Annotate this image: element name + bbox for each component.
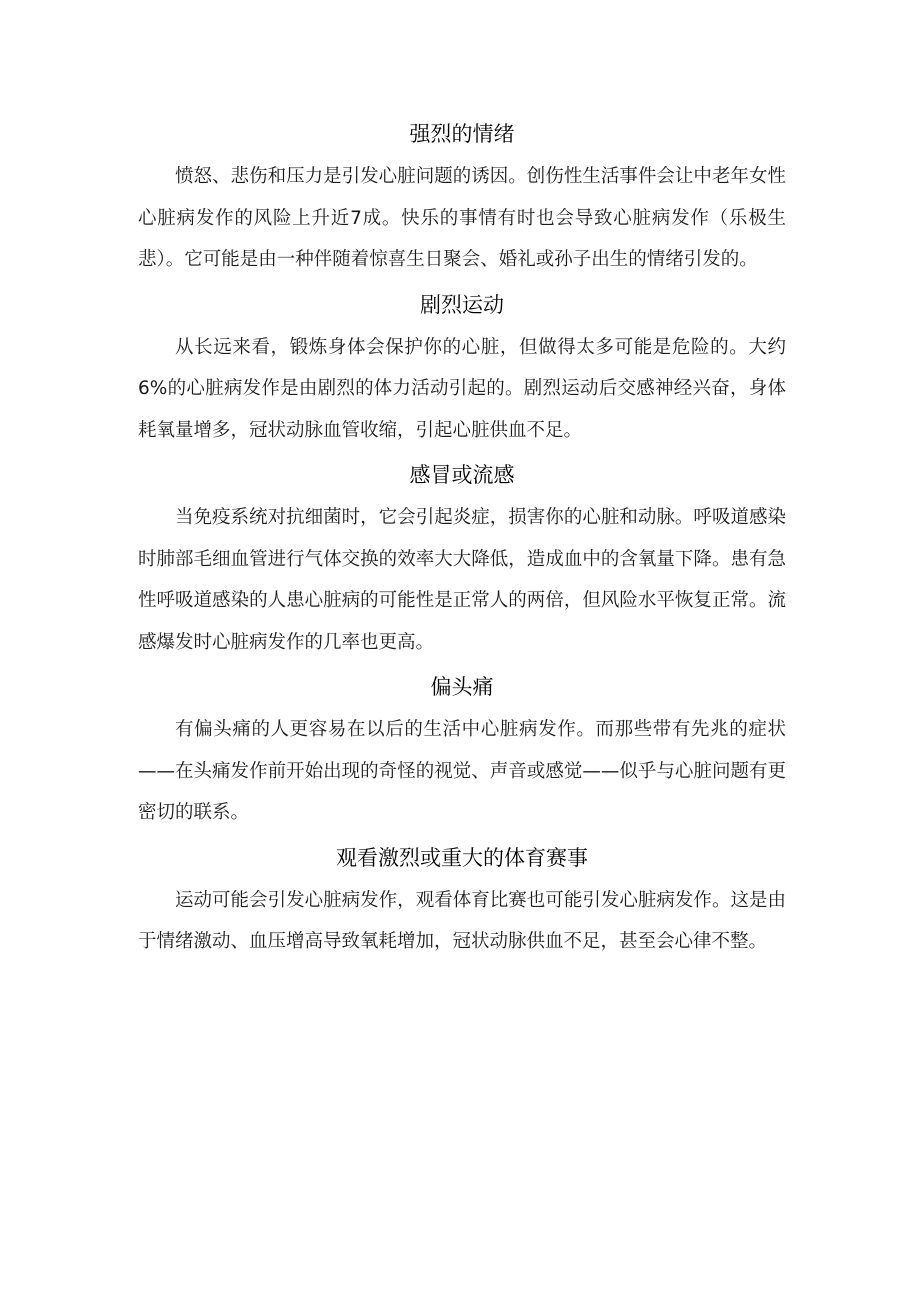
section-heading: 剧烈运动 xyxy=(420,292,504,317)
section-heading: 感冒或流感 xyxy=(409,463,515,487)
section-paragraph: 当免疫系统对抗细菌时，它会引起炎症，损害你的心脏和动脉。呼吸道感染时肺部毛细血管进行气体交换的效率大大降低，造成血中的含氧量下降。患有急性呼吸道感染的人患心脏病的可能性是正常人的两倍，但风险水平恢复正常。流感爆发时心脏病发作的几率也更高。 xyxy=(138,507,786,653)
section-heading: 观看激烈或重大的体育赛事 xyxy=(336,845,588,870)
section-strenuous-exercise xyxy=(138,283,786,452)
section-cold-or-flu xyxy=(138,453,786,663)
section-paragraph: 运动可能会引发心脏病发作，观看体育比赛也可能引发心脏病发作。这是由于情绪激动、血压增高导致氧耗增加，冠状动脉供血不足，甚至会心律不整。 xyxy=(138,889,786,952)
section-paragraph: 有偏头痛的人更容易在以后的生活中心脏病发作。而那些带有先兆的症状——在头痛发作前开始出现的奇怪的视觉、声音或感觉——似乎与心脏问题有更密切的联系。 xyxy=(138,719,786,823)
section-paragraph: 从长远来看，锻炼身体会保护你的心脏，但做得太多可能是危险的。大约6%的心脏病发作是由剧烈的体力活动引起的。剧烈运动后交感神经兴奋，身体耗氧量增多，冠状动脉血管收缩，引起心脏供血不足。 xyxy=(138,336,786,441)
section-paragraph: 愤怒、悲伤和压力是引发心脏问题的诱因。创伤性生活事件会让中老年女性心脏病发作的风险上升近7成。快乐的事情有时也会导致心脏病发作（乐极生悲）。它可能是由一种伴随着惊喜生日聚会、婚礼或孙子出生的情绪引发的。 xyxy=(138,166,786,270)
document-body xyxy=(138,112,786,963)
section-watching-sports xyxy=(138,836,786,963)
section-strong-emotions xyxy=(138,112,786,281)
section-heading: 偏头痛 xyxy=(430,675,494,699)
section-heading: 强烈的情绪 xyxy=(409,122,515,146)
section-migraine xyxy=(138,665,786,834)
